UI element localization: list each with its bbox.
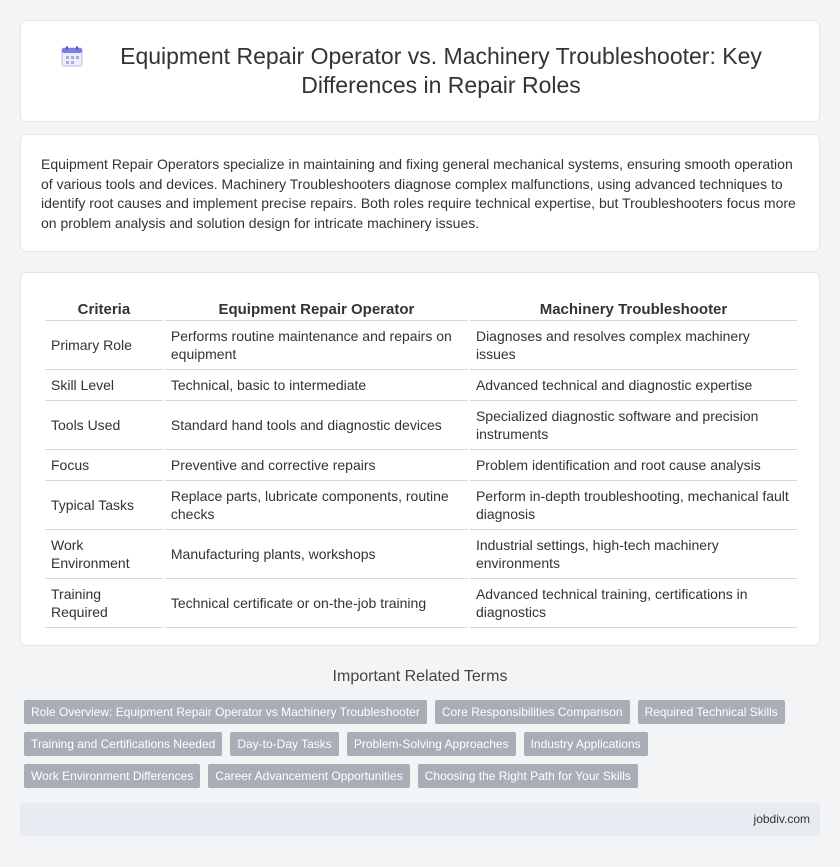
- related-tag[interactable]: Career Advancement Opportunities: [208, 764, 409, 788]
- row-operator-value: Technical, basic to intermediate: [165, 370, 468, 401]
- table-row: [45, 401, 797, 450]
- table-row: [45, 450, 797, 481]
- row-troubleshooter-value: Advanced technical training, certifications in diagnostics: [470, 579, 797, 628]
- table-row: [45, 321, 797, 370]
- comparison-table: [43, 293, 799, 628]
- page-title: Equipment Repair Operator vs. Machinery Troubleshooter: Key Differences in Repair Roles: [120, 43, 762, 98]
- related-terms-title: Important Related Terms: [332, 668, 508, 685]
- row-operator-value: Technical certificate or on-the-job training: [165, 579, 468, 628]
- row-troubleshooter-value: Problem identification and root cause analysis: [470, 450, 797, 481]
- comparison-table-card: [20, 272, 820, 646]
- row-troubleshooter-value: Perform in-depth troubleshooting, mechanical fault diagnosis: [470, 481, 797, 530]
- title-wrap: [60, 42, 780, 100]
- row-criteria: Tools Used: [45, 401, 163, 450]
- table-row: [45, 481, 797, 530]
- header-criteria: Criteria: [45, 293, 163, 321]
- table-row: [45, 579, 797, 628]
- row-troubleshooter-value: Advanced technical and diagnostic expertise: [470, 370, 797, 401]
- table-header-row: [45, 293, 797, 321]
- tag-row: [24, 700, 804, 724]
- intro-card: [20, 134, 820, 252]
- intro-text: Equipment Repair Operators specialize in maintaining and fixing general mechanical systems, ensuring smooth operation of various tools and devices. Machinery Troubleshooters diagnose complex malfunctions, using advanced techniques to identify root causes and implement precise repairs. Both roles require technical expertise, but Troubleshooters focus more on problem analysis and solution design for intricate machinery issues.: [41, 156, 796, 231]
- related-tag[interactable]: Role Overview: Equipment Repair Operator vs Machinery Troubleshooter: [24, 700, 427, 724]
- row-operator-value: Manufacturing plants, workshops: [165, 530, 468, 579]
- footer-site-link[interactable]: jobdiv.com: [753, 812, 810, 826]
- tag-row: [24, 764, 804, 788]
- row-troubleshooter-value: Industrial settings, high-tech machinery environments: [470, 530, 797, 579]
- related-tag[interactable]: Training and Certifications Needed: [24, 732, 222, 756]
- row-criteria: Work Environment: [45, 530, 163, 579]
- related-tag[interactable]: Day-to-Day Tasks: [230, 732, 338, 756]
- related-tag[interactable]: Industry Applications: [524, 732, 648, 756]
- related-terms-tags: [24, 700, 804, 796]
- header-machinery-troubleshooter: Machinery Troubleshooter: [470, 293, 797, 321]
- row-troubleshooter-value: Diagnoses and resolves complex machinery issues: [470, 321, 797, 370]
- related-tag[interactable]: Core Responsibilities Comparison: [435, 700, 630, 724]
- footer: [20, 803, 820, 836]
- row-criteria: Skill Level: [45, 370, 163, 401]
- related-tag[interactable]: Work Environment Differences: [24, 764, 200, 788]
- related-tag[interactable]: Problem-Solving Approaches: [347, 732, 516, 756]
- row-criteria: Focus: [45, 450, 163, 481]
- related-tag[interactable]: Choosing the Right Path for Your Skills: [418, 764, 638, 788]
- row-criteria: Typical Tasks: [45, 481, 163, 530]
- row-troubleshooter-value: Specialized diagnostic software and precision instruments: [470, 401, 797, 450]
- title-card: [20, 20, 820, 122]
- calendar-icon: [60, 44, 84, 68]
- table-row: [45, 370, 797, 401]
- header-equipment-repair-operator: Equipment Repair Operator: [165, 293, 468, 321]
- row-criteria: Training Required: [45, 579, 163, 628]
- row-operator-value: Standard hand tools and diagnostic devices: [165, 401, 468, 450]
- row-criteria: Primary Role: [45, 321, 163, 370]
- row-operator-value: Performs routine maintenance and repairs on equipment: [165, 321, 468, 370]
- tag-row: [24, 732, 804, 756]
- table-row: [45, 530, 797, 579]
- related-tag[interactable]: Required Technical Skills: [638, 700, 785, 724]
- row-operator-value: Replace parts, lubricate components, routine checks: [165, 481, 468, 530]
- row-operator-value: Preventive and corrective repairs: [165, 450, 468, 481]
